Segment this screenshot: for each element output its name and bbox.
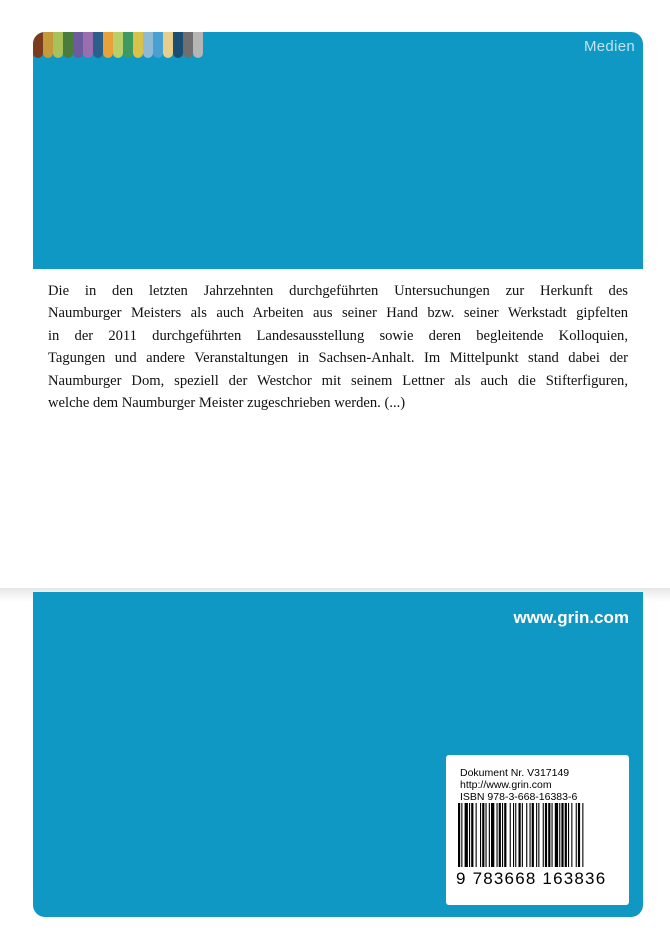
barcode-bar	[465, 803, 468, 867]
barcode-bar	[578, 803, 580, 867]
color-stripe	[83, 32, 93, 58]
barcode-bar	[530, 803, 531, 867]
barcode-bar	[568, 803, 569, 867]
blurb-line: Tagungen und andere Veranstaltungen in Sachsen-Anhalt. Im Mittelpunkt stand dabei der	[48, 350, 628, 367]
barcode-bar	[499, 803, 501, 867]
color-stripes	[33, 32, 203, 58]
color-stripe	[33, 32, 43, 58]
barcode-bar	[497, 803, 498, 867]
color-stripe	[193, 32, 203, 58]
barcode-bar	[513, 803, 514, 867]
color-stripe	[103, 32, 113, 58]
category-label: Medien	[584, 38, 635, 55]
barcode-bar	[469, 803, 470, 867]
barcode-bar	[491, 803, 494, 867]
barcode-bar	[576, 803, 577, 867]
barcode-bar	[480, 803, 481, 867]
color-stripe	[183, 32, 193, 58]
barcode-bar	[471, 803, 473, 867]
color-stripe	[43, 32, 53, 58]
barcode-digits: 9 783668 163836	[456, 869, 607, 888]
color-stripe	[173, 32, 183, 58]
isbn: ISBN 978-3-668-16383-6	[460, 791, 578, 803]
color-stripe	[153, 32, 163, 58]
color-stripe	[143, 32, 153, 58]
color-stripe	[123, 32, 133, 58]
barcode-bar	[555, 803, 558, 867]
color-stripe	[73, 32, 83, 58]
blurb-line: welche dem Naumburger Meister zugeschrieben werden. (...)	[48, 395, 406, 412]
color-stripe	[133, 32, 143, 58]
barcode-bar	[522, 803, 523, 867]
barcode-bar	[504, 803, 506, 867]
blurb-line: in der 2011 durchgeführten Landesausstellung sowie deren begleitende Kolloquien,	[48, 327, 628, 344]
cover-bottom-panel	[33, 592, 643, 917]
barcode-bar	[552, 803, 553, 867]
back-cover-blurb	[48, 280, 628, 414]
barcode-bar	[561, 803, 563, 867]
barcode-bar	[476, 803, 477, 867]
color-stripe	[63, 32, 73, 58]
barcode-box	[446, 755, 629, 905]
barcode-bar	[510, 803, 511, 867]
barcode-bar	[519, 803, 521, 867]
barcode-graphic	[458, 803, 618, 869]
barcode-bar	[543, 803, 544, 867]
blurb-line: Naumburger Meisters als auch Arbeiten aus seiner Hand bzw. seiner Werkstadt gipfelten	[48, 305, 628, 322]
color-stripe	[53, 32, 63, 58]
barcode-bar	[486, 803, 487, 867]
barcode-bar	[458, 803, 460, 867]
color-stripe	[163, 32, 173, 58]
barcode-bar	[502, 803, 503, 867]
color-stripe	[93, 32, 103, 58]
barcode-bar	[538, 803, 539, 867]
barcode-bar	[536, 803, 537, 867]
barcode-bar	[559, 803, 560, 867]
barcode-bar	[515, 803, 516, 867]
barcode-bar	[571, 803, 572, 867]
cover-top-panel	[33, 32, 643, 269]
blurb-line: Die in den letzten Jahrzehnten durchgeführten Untersuchungen zur Herkunft des	[48, 283, 628, 299]
barcode-bar	[548, 803, 550, 867]
publisher-url: www.grin.com	[513, 608, 629, 627]
barcode-bar	[482, 803, 484, 867]
barcode-bar	[582, 803, 583, 867]
barcode-bar	[461, 803, 462, 867]
color-stripe	[113, 32, 123, 58]
barcode-bar	[489, 803, 490, 867]
barcode-bar	[532, 803, 534, 867]
barcode-bar	[565, 803, 567, 867]
publisher-web: http://www.grin.com	[460, 779, 552, 791]
blurb-line: Naumburger Dom, speziell der Westchor mit seinem Lettner als auch die Stifterfiguren,	[48, 372, 628, 389]
document-number: Dokument Nr. V317149	[460, 767, 570, 779]
barcode-bar	[545, 803, 547, 867]
barcode-bar	[526, 803, 527, 867]
